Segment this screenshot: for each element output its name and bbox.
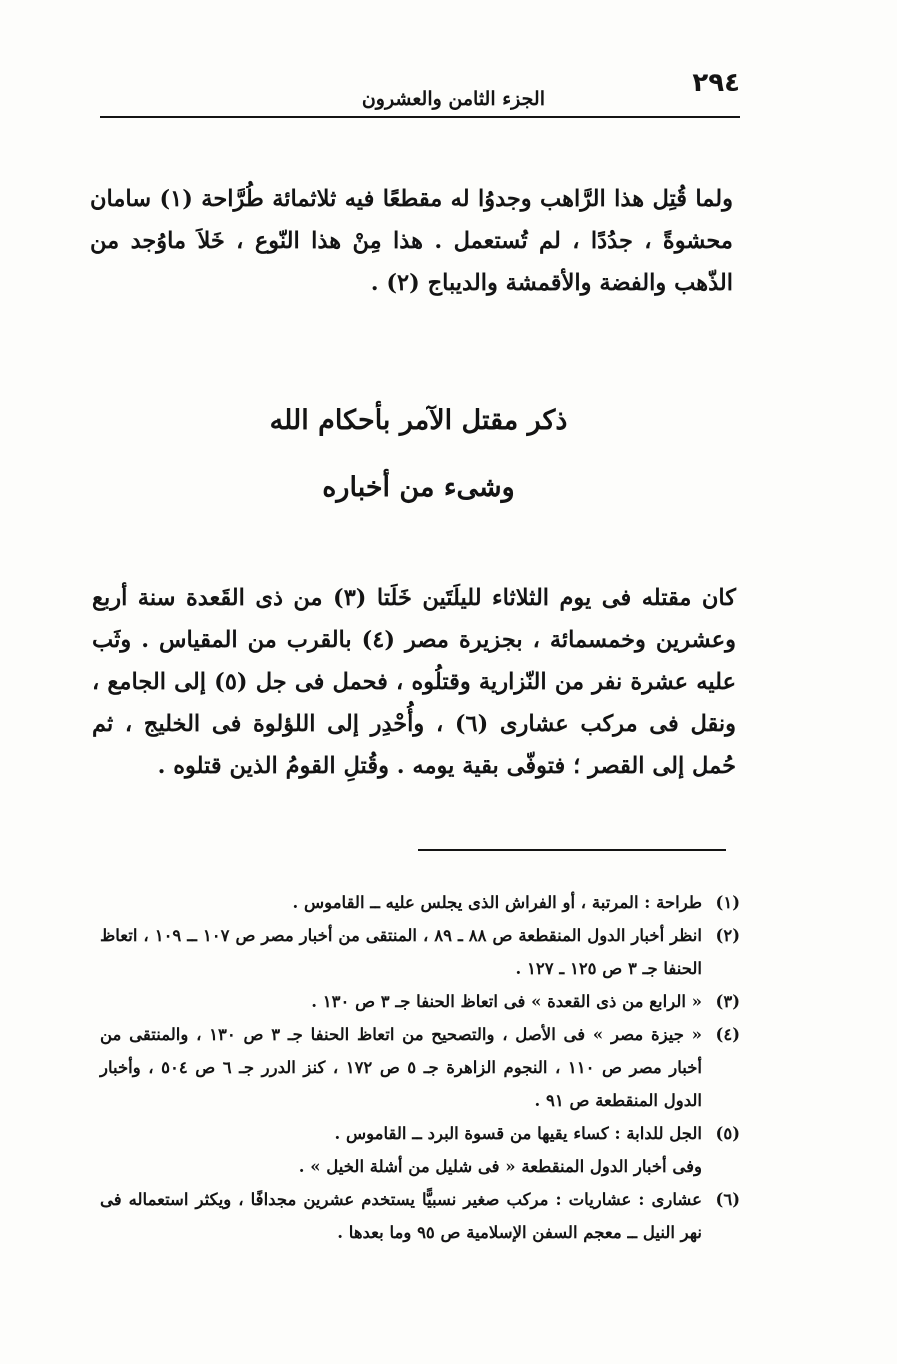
footnote-number: (٦) — [715, 1190, 740, 1209]
page-header — [100, 62, 740, 118]
footnote-text: « جيزة مصر » فى الأصل ، والتصحيح من اتعاظ الحنفا جـ ٣ ص ١٣٠ ، والمنتقى من أخبار مصر ص ١١٠ ، النجوم الزاهرة جـ ٥ ص ١٧٢ ، كنز الدرر جـ ٦ ص ٥٠٤ ، وأخبار الدول المنقطعة ص ٩١ . — [100, 1025, 703, 1110]
footnote-number: (٣) — [715, 992, 740, 1011]
section-heading: ذكر مقتل الآمر بأحكام الله — [269, 405, 568, 436]
header-rule — [100, 116, 740, 118]
footnote-1 — [100, 886, 740, 919]
footnote-text: طراحة : المرتبة ، أو الفراش الذى يجلس عليه ــ القاموس . — [292, 893, 702, 912]
footnote-4 — [100, 1018, 740, 1117]
footnote-2 — [100, 919, 740, 985]
footnote-6 — [100, 1183, 740, 1249]
footnote-text: عشارى : عشاريات : مركب صغير نسبيًّا يستخدم عشرين مجدافًا ، ويكثر استعماله فى نهر النيل ــ معجم السفن الإسلامية ص ٩٥ وما بعدها . — [100, 1190, 702, 1242]
footnote-text: انظر أخبار الدول المنقطعة ص ٨٨ ـ ٨٩ ، المنتقى من أخبار مصر ص ١٠٧ ــ ١٠٩ ، اتعاظ الحنفا جـ ٣ ص ١٢٥ ـ ١٢٧ . — [100, 926, 702, 978]
footnote-number: (١) — [715, 893, 740, 912]
footnote-number: (٢) — [715, 926, 740, 945]
footnote-separator — [418, 849, 726, 851]
paragraph-1: ولما قُتِل هذا الرَّاهب وجدوُا له مقطعًا فيه ثلاثمائة طُرَّاحة (١) سامان محشوةً ، جدُدًا ، لم تُستعمل . هذا مِنْ هذا النّوع ، خَلاَ ماوُجد من الذّهب والفضة والأقمشة والديباج (٢) . — [90, 186, 733, 296]
footnote-text: الجل للدابة : كساء يقيها من قسوة البرد ــ القاموس . — [334, 1124, 702, 1143]
running-title: الجزء الثامن والعشرون — [361, 88, 545, 110]
section-subheading: وشىء من أخباره — [322, 472, 515, 503]
footnote-3 — [100, 985, 740, 1018]
footnote-5 — [100, 1117, 740, 1183]
footnotes — [100, 886, 740, 1249]
footnote-number: (٥) — [715, 1124, 740, 1143]
footnote-number: (٤) — [715, 1025, 740, 1044]
paragraph-2: كان مقتله فى يوم الثلاثاء لليلَتَين خَلَتا (٣) من ذى القَعدة سنة أربع وعشرين وخمسمائة ، بجزيرة مصر (٤) بالقرب من المقياس . وثَب عليه عشرة نفر من النّزارية وقتلُوه ، فحمل فى جل (٥) إلى الجامع ، ونقل فى مركب عشارى (٦) ، وأُحْدِر إلى اللؤلوة فى الخليج ، ثم حُمل إلى القصر ؛ فتوفّى بقية يومه . وقُتلِ القومُ الذين قتلوه . — [92, 585, 737, 779]
footnote-text: « الرابع من ذى القعدة » فى اتعاظ الحنفا جـ ٣ ص ١٣٠ . — [311, 992, 702, 1011]
footnote-continuation: وفى أخبار الدول المنقطعة « فى شليل من أشلة الخيل » . — [298, 1157, 702, 1176]
page-number: ٢٩٤ — [692, 68, 740, 98]
